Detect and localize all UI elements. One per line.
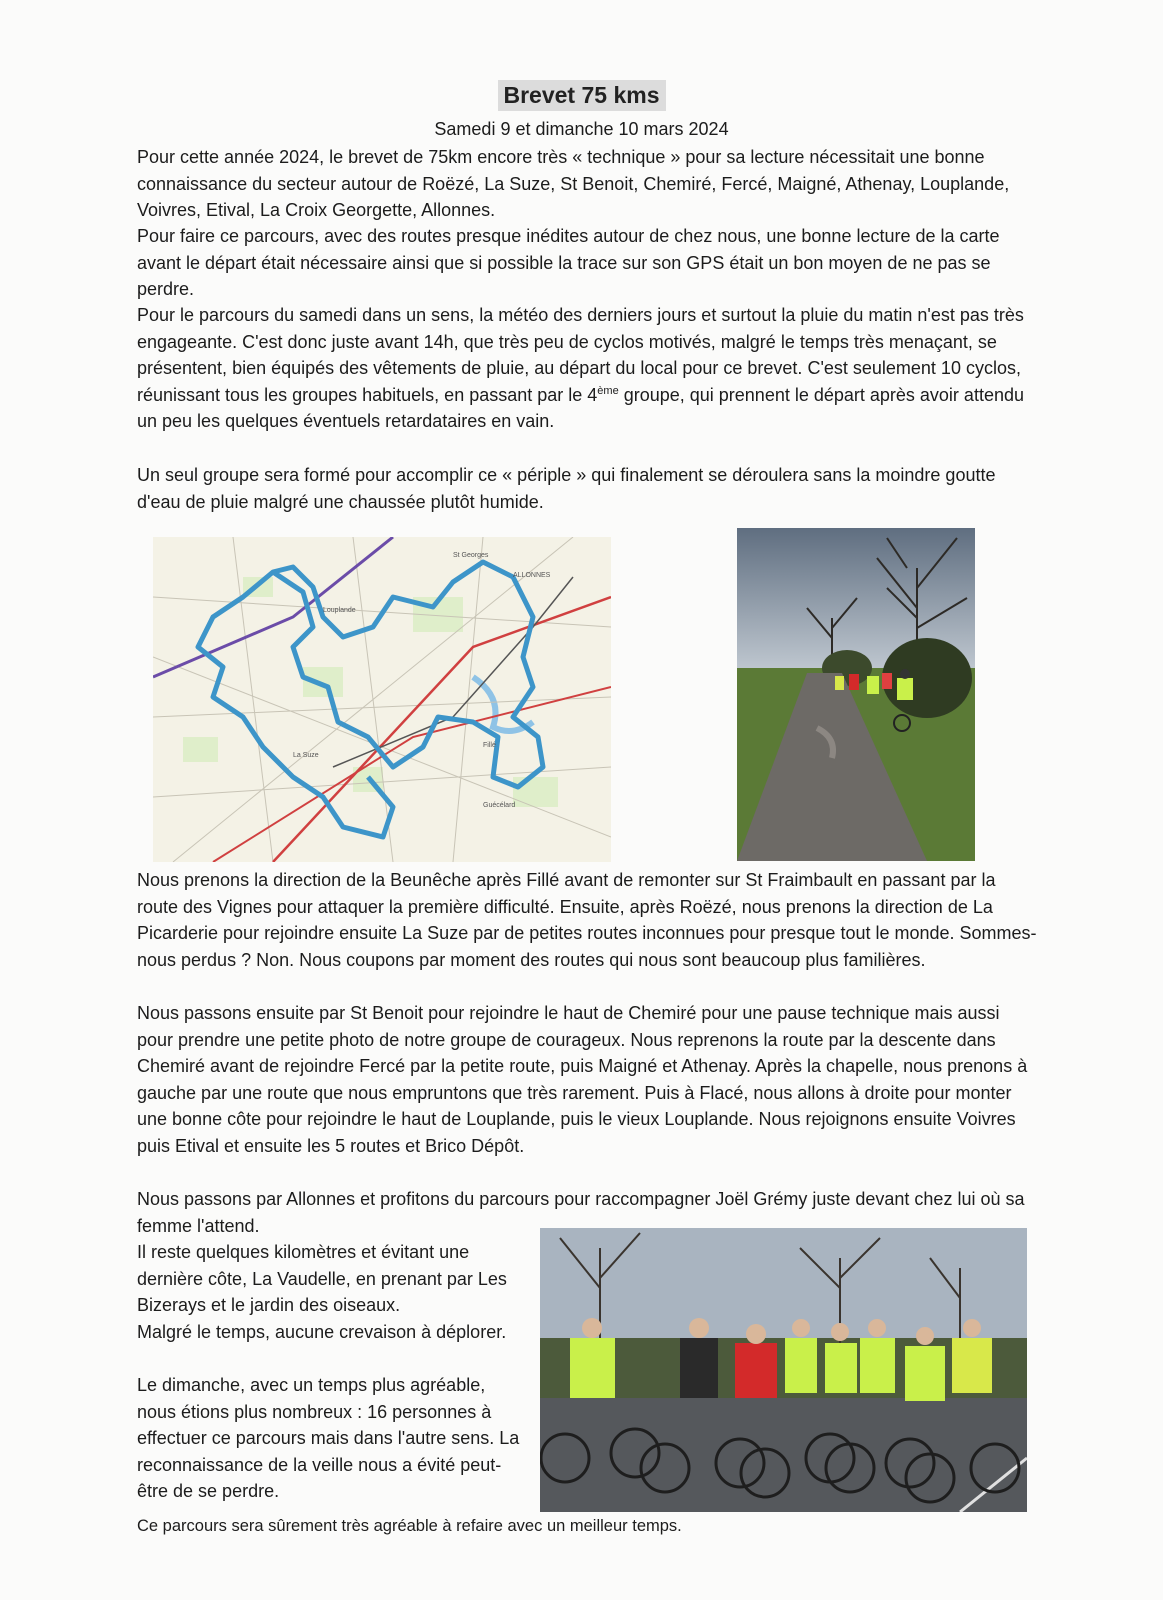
svg-text:St Georges: St Georges: [453, 552, 489, 559]
paragraph-saturday: Pour le parcours du samedi dans un sens, la météo des derniers jours et surtout la pluie du matin n'est pas très engageante. C'est donc juste avant 14h, que très peu de cyclos motivés, malgré le temps très menaçant, se présentent, bien équipés des vêtements de pluie, au départ du local pour ce brevet. C'est seulement 10 cyclos, réunissant tous les groupes habituels, en passant par le 4ème groupe, qui prennent le départ après avoir attendu un peu les quelques éventuels retardataires en vain.: [137, 305, 1024, 432]
paragraph-map-reading: Pour faire ce parcours, avec des routes presque inédites autour de chez nous, une bonne lecture de la carte avant le départ était nécessaire ainsi que si possible la trace sur son GPS était un bon moyen de ne pas se perdre.: [137, 226, 1000, 300]
group-photo: [540, 1228, 1027, 1512]
paragraph-route-middle: Nous passons ensuite par St Benoit pour rejoindre le haut de Chemiré pour une pause technique mais aussi pour prendre une petite photo de notre groupe de courageux. Nous reprenons la route par la descente dans Chemiré avant de rejoindre Fercé par la petite route, puis Maigné et Athenay. Après la chapelle, nous prenons à gauche par une route que nous empruntons que très rarement. Puis à Flacé, nous allons à droite pour monter une bonne côte pour rejoindre le haut de Louplande, puis le vieux Louplande. Nous rejoignons ensuite Voivres puis Etival et ensuite les 5 routes et Brico Dépôt.: [137, 1003, 1028, 1156]
route-map-image: [153, 537, 611, 862]
svg-text:Guécélard: Guécélard: [483, 802, 516, 809]
svg-text:ALLONNES: ALLONNES: [513, 572, 551, 579]
paragraph-route-start: Nous prenons la direction de la Beunêche après Fillé avant de remonter sur St Fraimbault en passant par la route des Vignes pour attaquer la première difficulté. Ensuite, après Roëzé, nous prenons la direction de La Picarderie pour rejoindre ensuite La Suze par de petites routes inconnues pour presque tout le monde. Sommes-nous perdus ? Non. Nous coupons par moment des routes qui nous sont beaucoup plus familières.: [137, 870, 1037, 970]
paragraph-conclusion: Ce parcours sera sûrement très agréable à refaire avec un meilleur temps.: [137, 1517, 682, 1535]
page-title: Brevet 75 kms: [498, 80, 666, 111]
paragraph-last-km: Il reste quelques kilomètres et évitant une dernière côte, La Vaudelle, en prenant par Les Bizerays et le jardin des oiseaux.: [137, 1242, 507, 1316]
paragraph-sunday: Le dimanche, avec un temps plus agréable, nous étions plus nombreux : 16 personnes à effectuer ce parcours mais dans l'autre sens. La reconnaissance de la veille nous a évité peut-être de se perdre.: [137, 1375, 520, 1502]
svg-text:La Suze: La Suze: [293, 752, 319, 759]
svg-text:Fillé: Fillé: [483, 742, 496, 749]
page-subtitle: Samedi 9 et dimanche 10 mars 2024: [434, 119, 729, 139]
paragraph-allonnes: Nous passons par Allonnes et profitons du parcours pour raccompagner Joël Grémy juste devant chez lui où sa femme l'attend.: [137, 1189, 1025, 1236]
svg-text:Louplande: Louplande: [323, 607, 356, 614]
paragraph-single-group: Un seul groupe sera formé pour accomplir ce « périple » qui finalement se déroulera sans la moindre goutte d'eau de pluie malgré une chaussée plutôt humide.: [137, 465, 996, 512]
cyclists-road-photo: [737, 528, 975, 861]
paragraph-intro: Pour cette année 2024, le brevet de 75km encore très « technique » pour sa lecture nécessitait une bonne connaissance du secteur autour de Roëzé, La Suze, St Benoit, Chemiré, Fercé, Maigné, Athenay, Louplande, Voivres, Etival, La Croix Georgette, Allonnes.: [137, 147, 1010, 221]
paragraph-no-puncture: Malgré le temps, aucune crevaison à déplorer.: [137, 1322, 507, 1342]
